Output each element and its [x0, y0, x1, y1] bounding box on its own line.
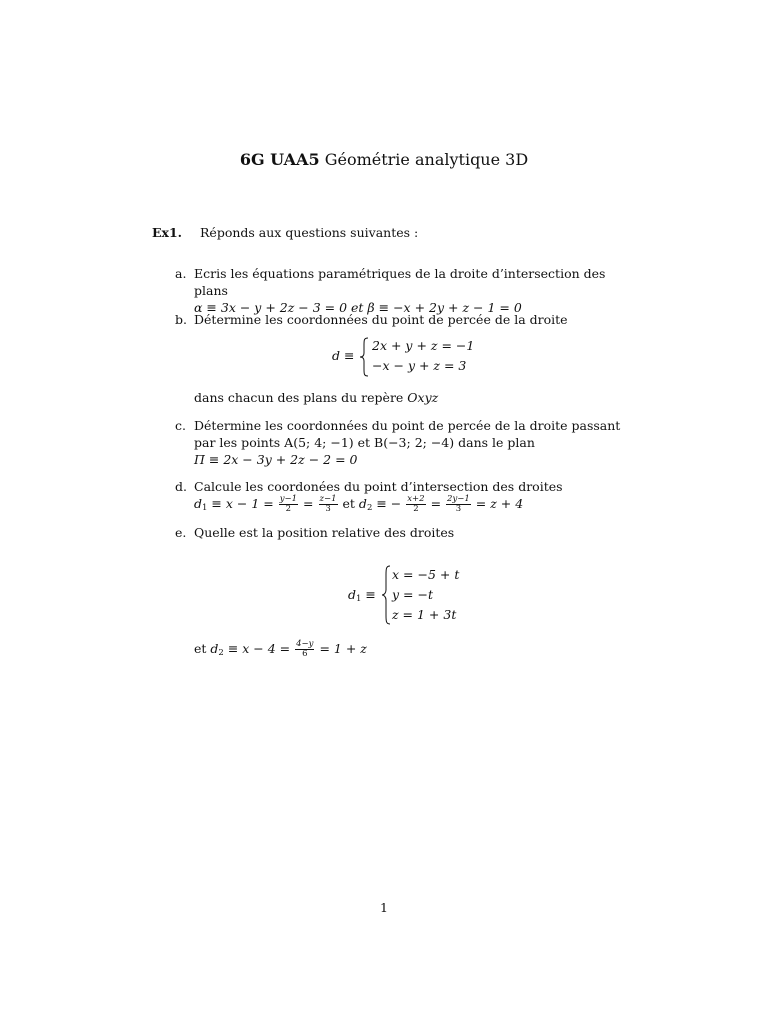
- plane-equation: Π ≡ 2x − 3y + 2z − 2 = 0: [194, 452, 358, 467]
- title-subject: Géométrie analytique 3D: [324, 150, 529, 169]
- question-b-continued: [175, 389, 635, 406]
- left-brace-icon: [381, 565, 391, 625]
- exercise-heading: [152, 225, 418, 240]
- fraction: $\frac{x+2}{2}$: [407, 494, 425, 514]
- page-title: [0, 150, 768, 169]
- question-text: Calcule les coordonées du point d’intersection des droites: [194, 479, 563, 494]
- question-d: [175, 478, 635, 517]
- question-letter: a.: [175, 266, 187, 281]
- question-letter: b.: [175, 312, 187, 327]
- title-code: 6G UAA5: [239, 150, 320, 169]
- system-lhs: d ≡: [332, 348, 355, 363]
- question-e-continued: et $d_2 \equiv x - 4$ = $\frac{4-y}{6}$ = 1 + z: [194, 639, 367, 659]
- system-row: 2x + y + z = −1: [372, 338, 475, 353]
- frame-name: Oxyz: [407, 390, 439, 405]
- question-a: [175, 265, 635, 316]
- exercise-label: Ex1.: [152, 225, 183, 240]
- question-text: Détermine les coordonnées du point de percée de la droite: [194, 312, 568, 327]
- system-row: −x − y + z = 3: [372, 358, 467, 373]
- question-text: Quelle est la position relative des droites: [194, 525, 455, 540]
- line-system-d: [332, 336, 532, 380]
- system-row: z = 1 + 3t: [392, 607, 457, 622]
- question-text: par les points A(5; 4; −1) et B(−3; 2; −4) dans le plan: [194, 435, 535, 450]
- fraction: $\frac{y-1}{2}$: [279, 494, 298, 514]
- system-row: x = −5 + t: [392, 567, 460, 582]
- system-row: y = −t: [392, 587, 433, 602]
- question-letter: d.: [175, 479, 187, 494]
- page-number: 1: [380, 900, 388, 915]
- fraction: $\frac{z-1}{3}$: [319, 494, 337, 514]
- question-text: Ecris les équations paramétriques de la droite d’intersection des plans: [194, 266, 606, 298]
- question-text: dans chacun des plans du repère: [194, 390, 408, 405]
- question-letter: c.: [175, 418, 186, 433]
- question-e: [175, 524, 635, 541]
- fraction: $\frac{2y-1}{3}$: [447, 494, 470, 514]
- question-c: [175, 417, 635, 468]
- line-equations: $d_1 \equiv x - 1$ = $\frac{y-1}{2}$ = $\frac{z-1}{3}$ et $d_2$ ≡ − $\frac{x+2}{2}$ = $\frac{2y-1}{3}$ = z + 4: [194, 494, 524, 514]
- left-brace-icon: [359, 337, 369, 377]
- line-system-d1: [348, 565, 548, 627]
- question-letter: e.: [175, 525, 187, 540]
- question-text: Détermine les coordonnées du point de percée de la droite passant: [194, 418, 621, 433]
- question-b: [175, 311, 635, 328]
- exercise-instruction: Réponds aux questions suivantes :: [200, 225, 419, 240]
- system-lhs: $d_1$ ≡: [348, 587, 376, 604]
- fraction: $\frac{4-y}{6}$: [296, 639, 314, 659]
- plane-equations: α ≡ 3x − y + 2z − 3 = 0 et β ≡ −x + 2y + z − 1 = 0: [194, 300, 522, 315]
